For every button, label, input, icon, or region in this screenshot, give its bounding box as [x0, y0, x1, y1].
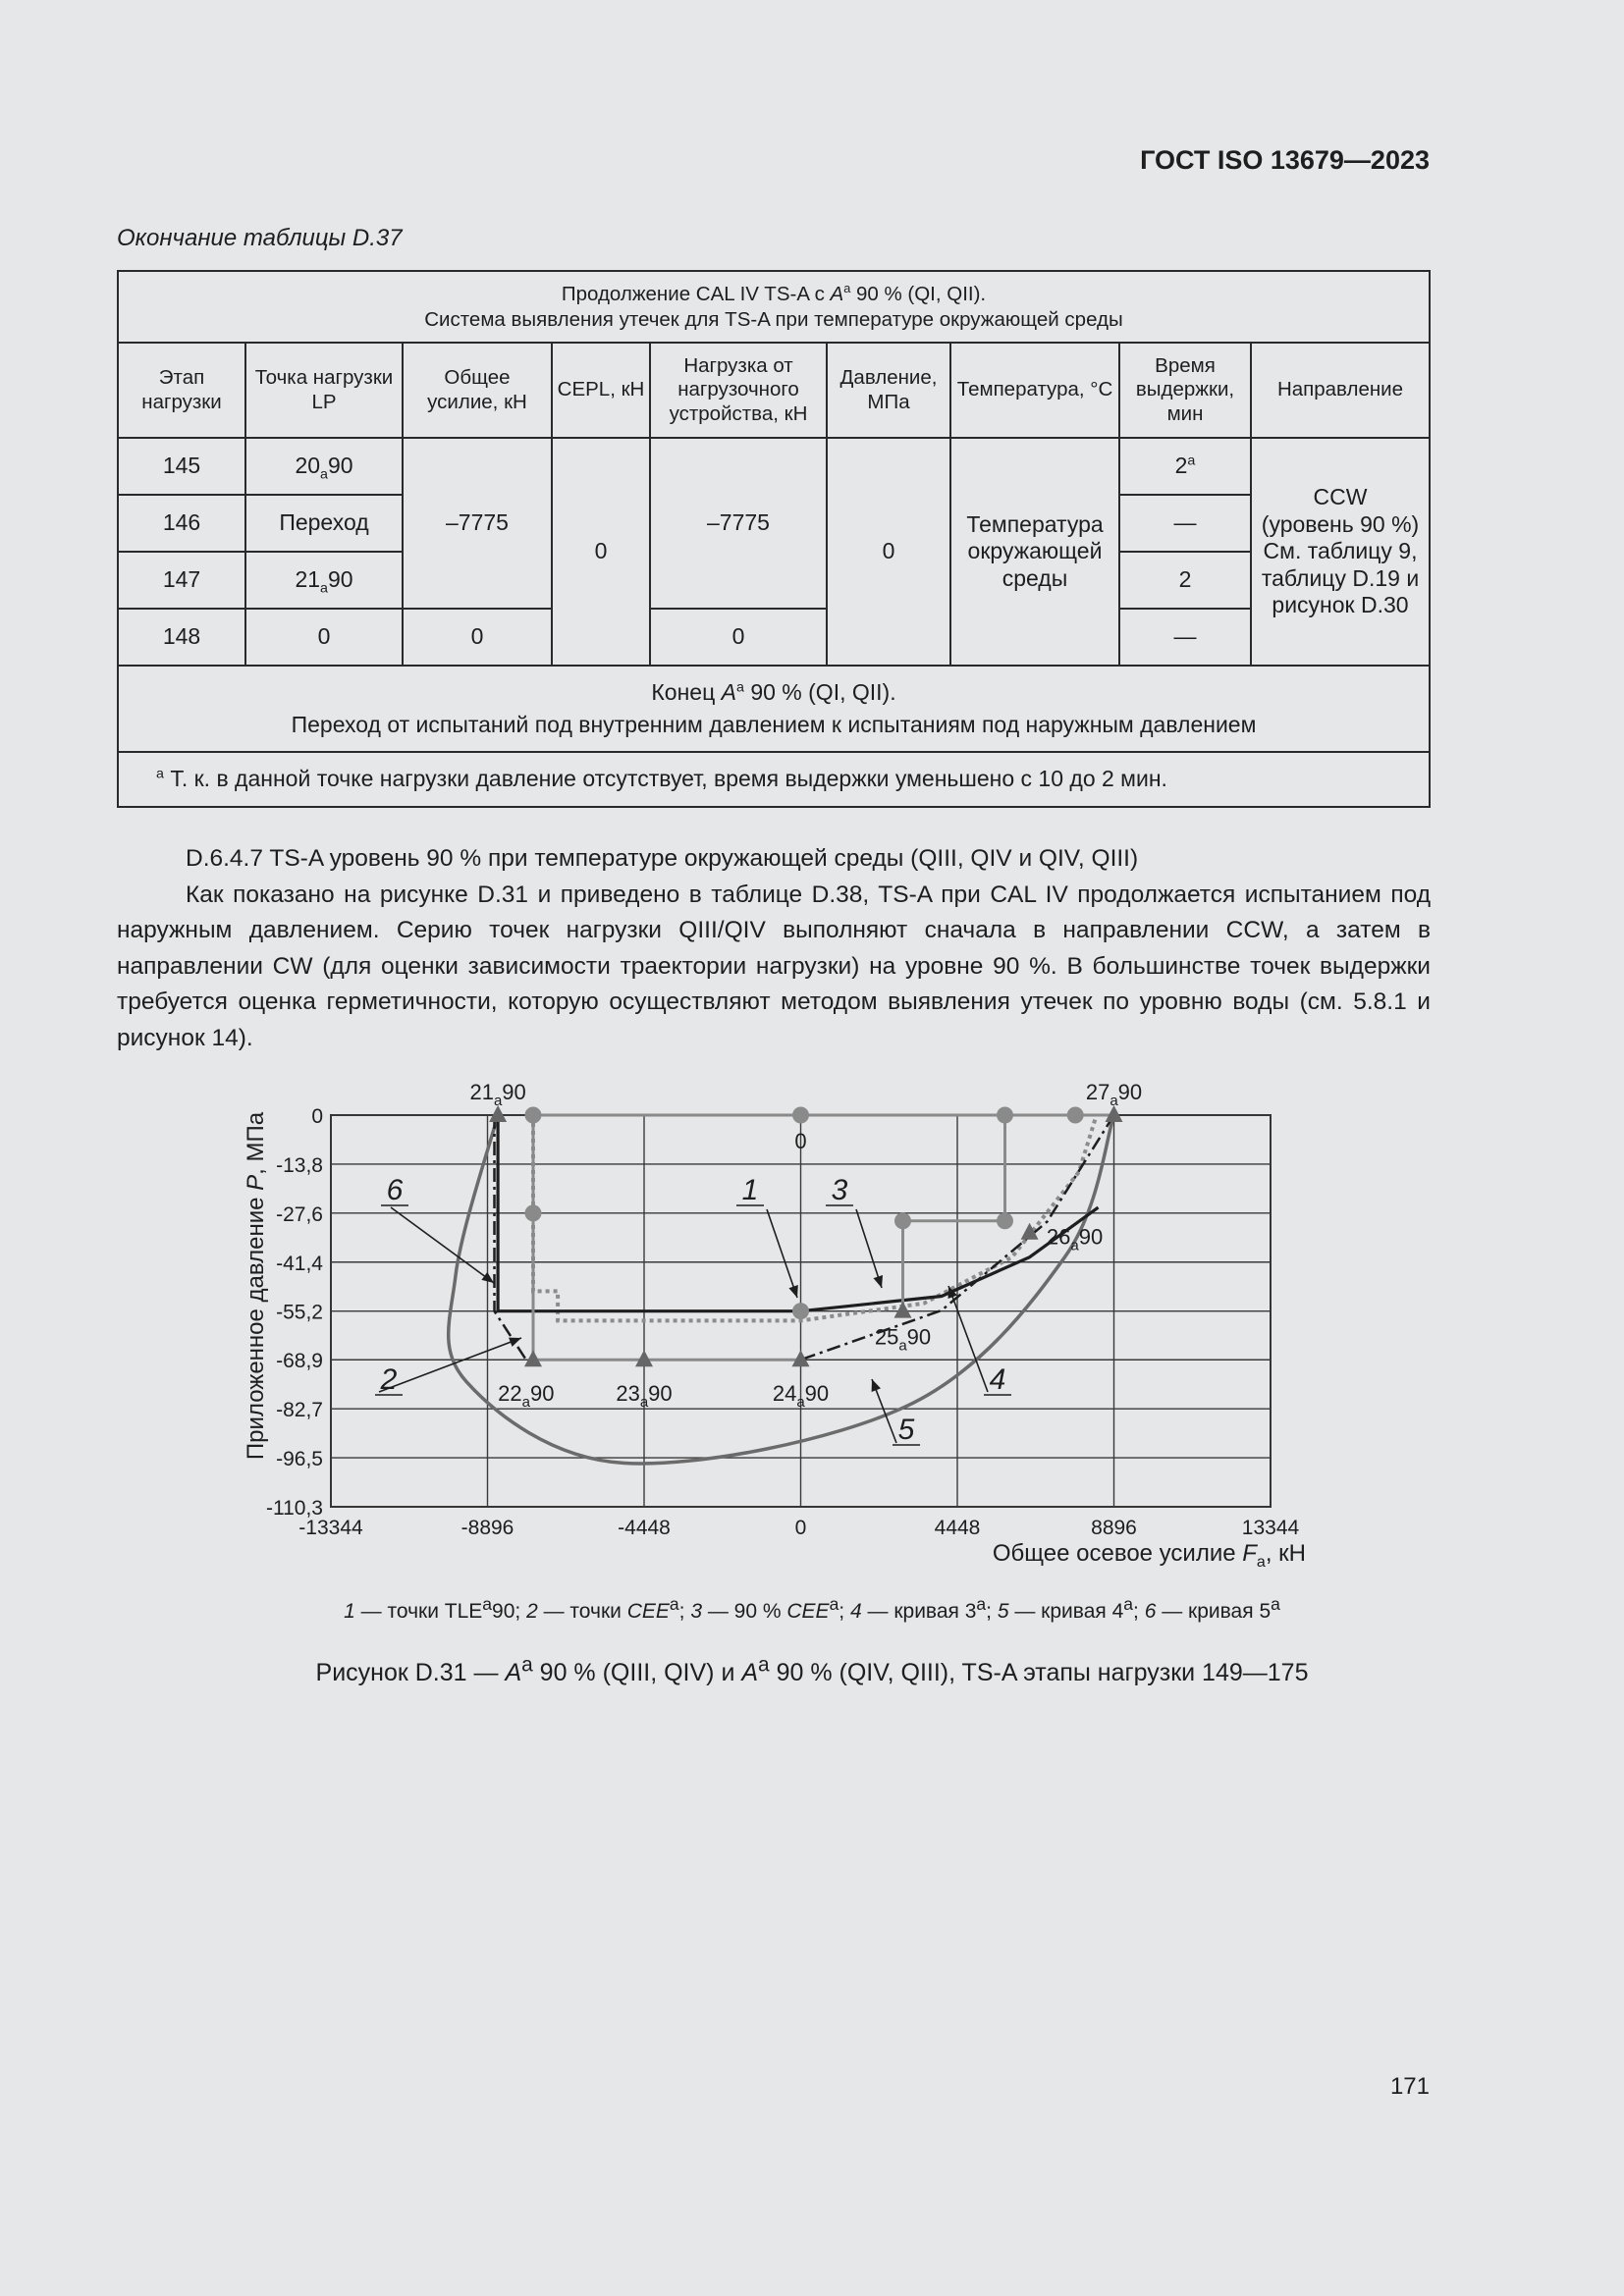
- cee-point-marker: [792, 1303, 809, 1319]
- figure-legend: 1 — точки TLE$^a$90; 2 — точки CEE$^a$; 3 — 90 % CEE$^a$; 4 — кривая 3$^a$; 5 — кривая 4$^a$; 6 — кривая 5$^a$: [344, 1594, 1280, 1623]
- col-device-load: Нагрузка от нагрузочного устройства, кН: [650, 343, 827, 438]
- cell-total-force: –7775: [403, 438, 552, 609]
- cell-device-load: 0: [650, 609, 827, 666]
- point-label: 0: [794, 1129, 807, 1153]
- cell-stage: 146: [118, 495, 245, 552]
- cell-load-point: Переход: [245, 495, 403, 552]
- cee-point-marker: [894, 1212, 911, 1229]
- page-number: 171: [1389, 2073, 1430, 2100]
- x-tick-label: 8896: [1091, 1517, 1137, 1539]
- document-header: ГОСТ ISO 13679—2023: [1140, 145, 1430, 175]
- cell-stage: 145: [118, 438, 245, 495]
- y-tick-label: -27,6: [276, 1202, 323, 1226]
- curve-number-label: 3: [831, 1174, 848, 1206]
- col-stage: Этап нагрузки: [118, 343, 245, 438]
- col-load-point: Точка нагрузки LP: [245, 343, 403, 438]
- curve-leader-line: [391, 1207, 494, 1283]
- cee-point-marker: [524, 1204, 541, 1221]
- cell-hold-time: —: [1119, 495, 1251, 552]
- cee-point-marker: [997, 1212, 1013, 1229]
- cee-point-marker: [524, 1107, 541, 1124]
- cell-temperature: Температура окружающей среды: [950, 438, 1119, 666]
- point-label: $21_a90$: [469, 1080, 526, 1109]
- cell-pressure: 0: [827, 438, 950, 666]
- point-label: $26_a90$: [1046, 1224, 1104, 1255]
- col-cepl: CEPL, кН: [552, 343, 650, 438]
- table-footnote: $^а$ Т. к. в данной точке нагрузки давление отсутствует, время выдержки уменьшено с 10 до 2 мин.: [118, 752, 1430, 807]
- cell-device-load: –7775: [650, 438, 827, 609]
- point-label: $24_a90$: [772, 1381, 830, 1412]
- curve-number-label: 4: [989, 1363, 1006, 1396]
- col-temperature: Температура, °С: [950, 343, 1119, 438]
- x-axis-label: Общее осевое усилие $F_a$, кН: [992, 1540, 1306, 1571]
- table-caption: Окончание таблицы D.37: [117, 225, 403, 251]
- x-tick-label: -13344: [298, 1517, 363, 1539]
- cell-direction: CCW (уровень 90 %) См. таблицу 9, таблицу D.19 и рисунок D.30: [1251, 438, 1430, 666]
- cee-point-marker: [997, 1107, 1013, 1124]
- x-tick-label: -8896: [460, 1517, 514, 1539]
- curve-leader-arrowhead: [509, 1338, 521, 1347]
- curve-number-label: 5: [897, 1414, 915, 1446]
- section-body: Как показано на рисунке D.31 и приведено в таблице D.38, TS-A при CAL IV продолжается испытанием под наружным давлением. Серию точек нагрузки QIII/QIV выполняют сначала в направлении CCW, а затем в направлении CW (для оценки зависимости траектории нагрузки) на уровне 90 %. В большинстве точек выдержки требуется оценка герметичности, которую осуществляют методом выявления утечек по уровню воды (см. 5.8.1 и рисунок 14).: [117, 881, 1431, 1051]
- curve-number-label: 2: [380, 1363, 398, 1396]
- cell-cepl: 0: [552, 438, 650, 666]
- x-tick-label: 4448: [934, 1517, 981, 1539]
- chart-curves: [449, 1115, 1114, 1464]
- curve-leader-line: [767, 1209, 797, 1298]
- col-total-force: Общее усилие, кН: [403, 343, 552, 438]
- curve-number-label: 6: [386, 1174, 404, 1206]
- cell-hold-time: 2$^a$: [1119, 438, 1251, 495]
- point-label: $23_a90$: [616, 1381, 673, 1412]
- cell-total-force: 0: [403, 609, 552, 666]
- y-tick-label: -41,4: [276, 1252, 323, 1275]
- curve-number-label: 1: [741, 1174, 759, 1206]
- section-heading: D.6.4.7 TS-A уровень 90 % при температуре окружающей среды (QIII, QIV и QIV, QIII): [186, 845, 1139, 872]
- x-tick-label: 0: [794, 1517, 807, 1539]
- cell-load-point: $20_a90$: [245, 438, 403, 495]
- col-direction: Направление: [1251, 343, 1430, 438]
- cell-stage: 147: [118, 552, 245, 609]
- cell-hold-time: —: [1119, 609, 1251, 666]
- point-label: $25_a90$: [874, 1324, 932, 1355]
- cee-point-marker: [1067, 1107, 1084, 1124]
- cee-point-marker: [792, 1107, 809, 1124]
- chart-ticks: [266, 1105, 1300, 1539]
- cell-hold-time: 2: [1119, 552, 1251, 609]
- y-axis-label: Приложенное давление P, МПа: [243, 1111, 269, 1461]
- curve-leader-arrowhead: [872, 1379, 881, 1392]
- curve-leader-arrowhead: [481, 1272, 494, 1283]
- y-tick-label: 0: [311, 1105, 323, 1128]
- y-tick-label: -96,5: [276, 1448, 323, 1471]
- x-tick-label: 13344: [1241, 1517, 1300, 1539]
- cell-stage: 148: [118, 609, 245, 666]
- y-tick-label: -13,8: [276, 1153, 323, 1177]
- y-tick-label: -82,7: [276, 1399, 323, 1422]
- table-end-note: Конец $A^a$ 90 % (QI, QII). Переход от испытаний под внутренним давлением к испытаниям под наружным давлением: [118, 666, 1430, 752]
- figure-caption: Рисунок D.31 — $A^a$ 90 % (QIII, QIV) и $A^a$ 90 % (QIV, QIII), TS-A этапы нагрузки 149—175: [315, 1653, 1309, 1686]
- col-hold-time: Время выдержки, мин: [1119, 343, 1251, 438]
- point-label: $27_a90$: [1085, 1080, 1143, 1109]
- y-tick-label: -55,2: [276, 1301, 323, 1324]
- table-title: Продолжение CAL IV TS-A с $A^a$ 90 % (QI, QII). Система выявления утечек для TS-A при температуре окружающей среды: [118, 271, 1430, 343]
- point-label: $22_a90$: [498, 1381, 555, 1412]
- y-tick-label: -68,9: [276, 1350, 323, 1373]
- y-tick-label: -110,3: [266, 1497, 323, 1520]
- curve-leader-line: [856, 1209, 882, 1288]
- curve-leader-arrowhead: [788, 1285, 797, 1298]
- curve-leader-arrowhead: [874, 1275, 884, 1288]
- col-pressure: Давление, МПа: [827, 343, 950, 438]
- cell-load-point: $21_a90$: [245, 552, 403, 609]
- cell-load-point: 0: [245, 609, 403, 666]
- x-tick-label: -4448: [618, 1517, 671, 1539]
